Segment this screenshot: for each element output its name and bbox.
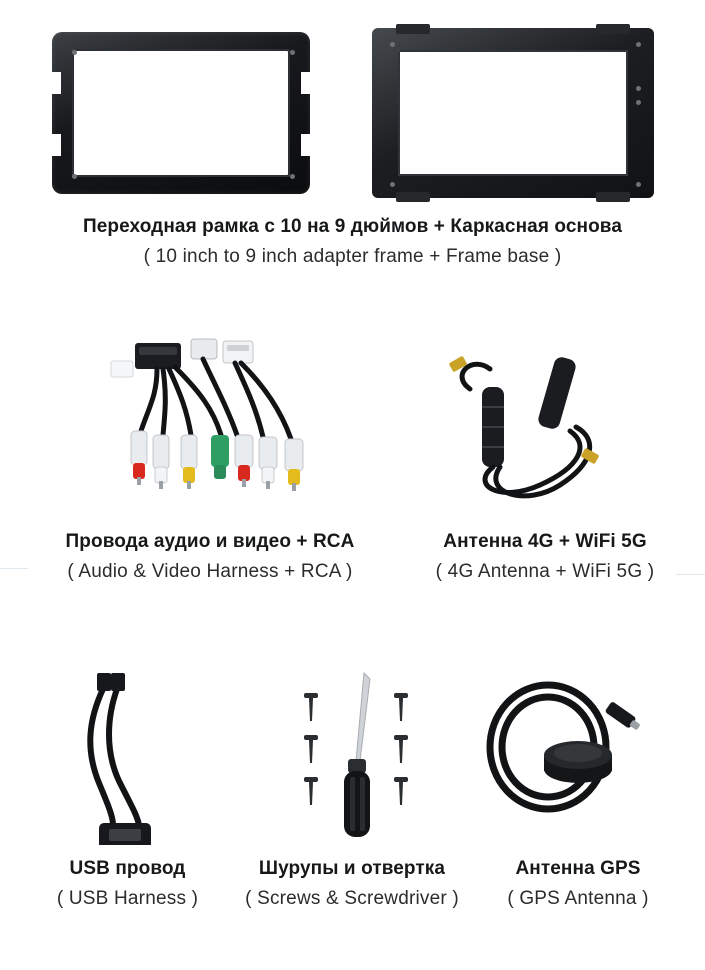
caption-ru: Антенна 4G + WiFi 5G — [443, 531, 647, 552]
caption-ru: Провода аудио и видео + RCA — [65, 531, 355, 552]
screw-hole-icon — [636, 42, 641, 47]
section-accessories — [0, 645, 705, 965]
caption-screws-screwdriver — [222, 857, 482, 911]
frame-base-tab — [596, 192, 630, 202]
caption-gps-antenna — [478, 857, 678, 911]
caption-audio-video-harness — [20, 530, 400, 584]
usb-cable-icon — [55, 665, 235, 845]
antenna-icon — [430, 335, 680, 525]
screw-hole-icon — [290, 50, 295, 55]
frame-notch — [301, 72, 310, 94]
frame-notch — [301, 134, 310, 156]
caption-en: ( Screws & Screwdriver ) — [245, 887, 459, 909]
frame-base-icon — [372, 28, 654, 198]
screw-hole-icon — [636, 86, 641, 91]
screw-hole-icon — [72, 50, 77, 55]
screw-hole-icon — [390, 42, 395, 47]
frames-illustration-row — [0, 22, 705, 202]
screw-hole-icon — [290, 174, 295, 179]
edge-artifact-line — [676, 574, 705, 575]
screw-hole-icon — [636, 100, 641, 105]
screw-hole-icon — [636, 182, 641, 187]
caption-en: ( Audio & Video Harness + RCA ) — [67, 560, 353, 582]
caption-en: ( USB Harness ) — [56, 887, 199, 909]
gps-antenna-icon — [470, 665, 670, 845]
screw-hole-icon — [390, 182, 395, 187]
screw-hole-icon — [72, 174, 77, 179]
edge-artifact-line — [0, 568, 28, 569]
caption-en: ( 4G Antenna + WiFi 5G ) — [435, 560, 655, 582]
wire-harness-icon — [95, 335, 395, 525]
frame-notch — [52, 134, 61, 156]
frame-base-tab — [396, 192, 430, 202]
caption-ru: USB провод — [69, 858, 186, 879]
caption-antenna-4g-wifi — [400, 530, 690, 584]
caption-en: ( 10 inch to 9 inch adapter frame + Frame base ) — [143, 245, 562, 267]
caption-en: ( GPS Antenna ) — [507, 887, 649, 909]
section-harness-antenna — [0, 325, 705, 600]
frame-icon — [52, 32, 310, 194]
caption-usb-harness — [20, 857, 235, 911]
caption-ru: Переходная рамка с 10 на 9 дюймов + Каркасная основа — [82, 216, 623, 237]
caption-adapter-frame — [0, 215, 705, 269]
frame-base-tab — [596, 24, 630, 34]
caption-ru: Шурупы и отвертка — [258, 858, 446, 879]
screwdriver-icon — [268, 665, 443, 845]
caption-ru: Антенна GPS — [515, 858, 641, 879]
frame-base-tab — [396, 24, 430, 34]
frame-notch — [52, 72, 61, 94]
section-adapter-frame — [0, 0, 705, 300]
